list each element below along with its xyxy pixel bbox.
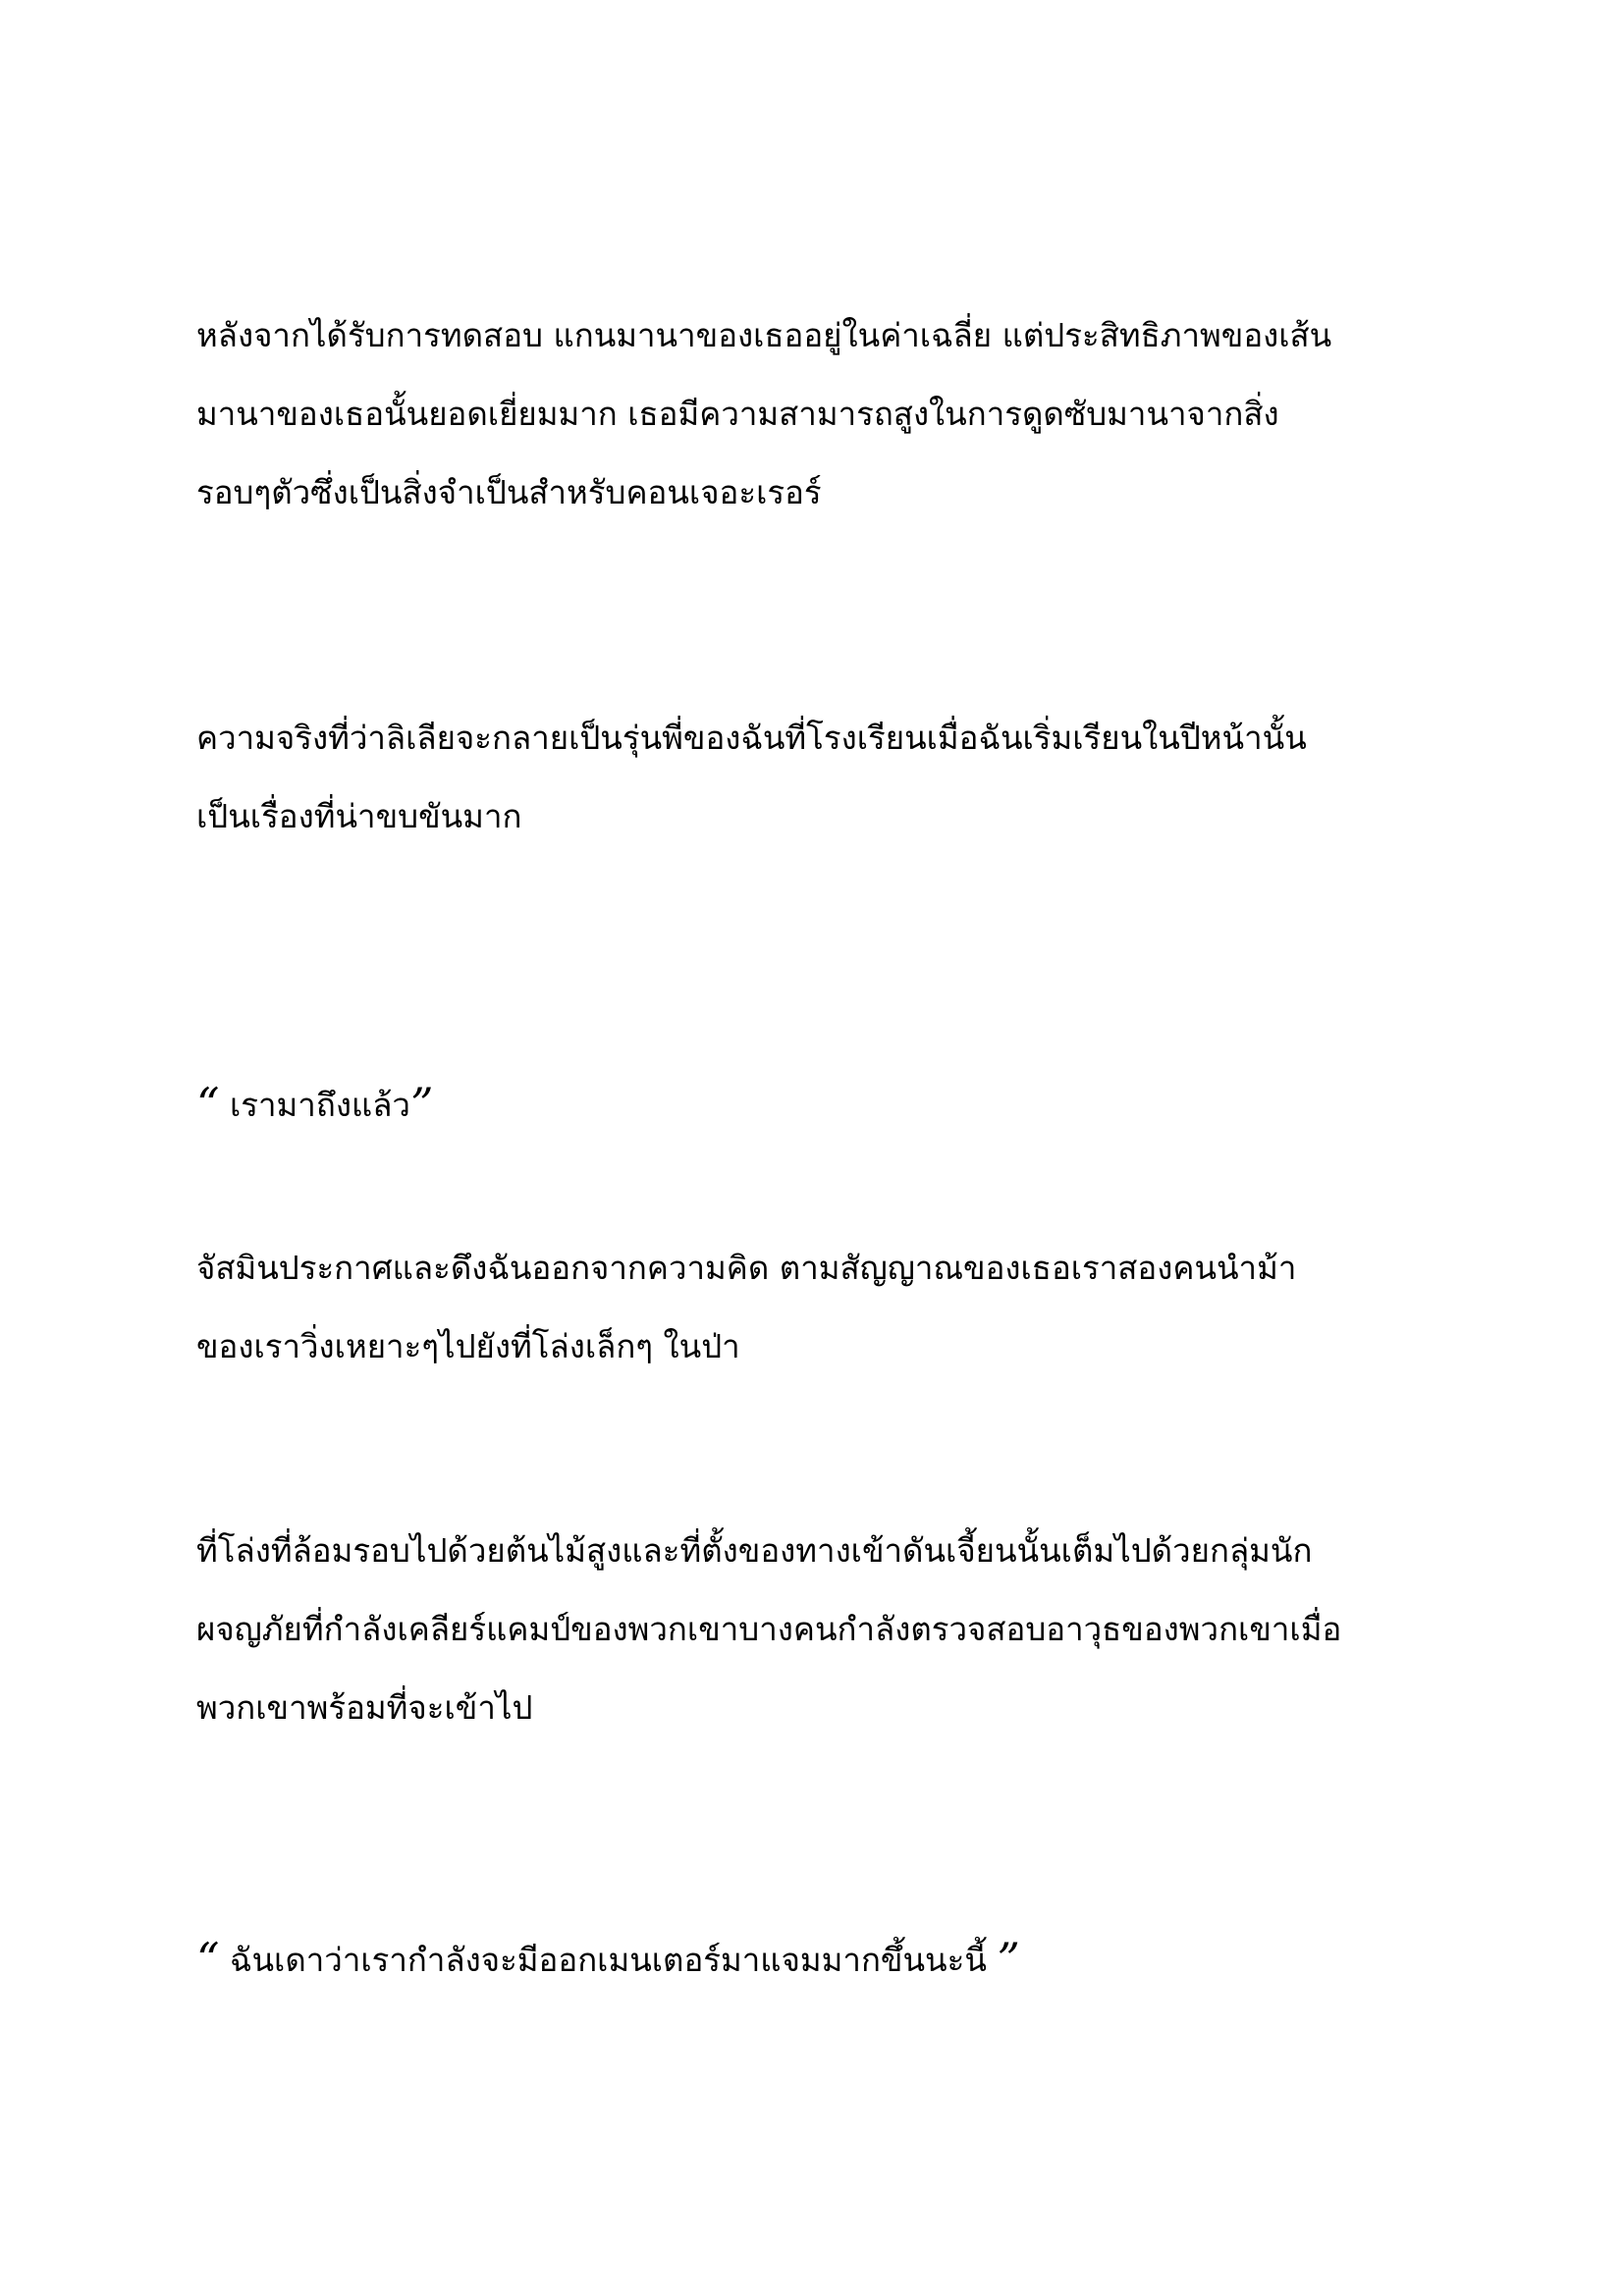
- close-quote-mark: ”: [997, 1933, 1020, 1986]
- paragraph-line: มานาของเธอนั้นยอดเยี่ยมมาก เธอมีความสามารถสูงในการดูดซับมานาจากสิ่ง: [196, 395, 1279, 433]
- open-quote-mark: “: [196, 1078, 220, 1131]
- paragraph-line: ที่โล่งที่ล้อมรอบไปด้วยต้นไม้สูงและที่ตั้งของทางเข้าดันเจี้ยนนั้นเต็มไปด้วยกลุ่มนัก: [196, 1531, 1313, 1570]
- paragraph-line: หลังจากได้รับการทดสอบ แกนมานาของเธออยู่ในค่าเฉลี่ย แต่ประสิทธิภาพของเส้น: [196, 316, 1332, 354]
- dialogue-text: เรามาถึงแล้ว: [219, 1086, 410, 1124]
- dialogue-arrived: [196, 1065, 1453, 1145]
- paragraph-line: รอบๆตัวซึ่งเป็นสิ่งจำเป็นสำหรับคอนเจอะเรอร์: [196, 473, 822, 511]
- paragraph-line: ความจริงที่ว่าลิเลียจะกลายเป็นรุ่นพี่ของฉันที่โรงเรียนเมื่อฉันเริ่มเรียนในปีหน้านั้น: [196, 719, 1307, 757]
- paragraph-line: ผจญภัยที่กำลังเคลียร์แคมป์ของพวกเขาบางคนกำลังตรวจสอบอาวุธของพวกเขาเมื่อ: [196, 1610, 1342, 1648]
- paragraph-lilia-senior: [196, 699, 1453, 856]
- paragraph-mana-test: [196, 296, 1453, 532]
- paragraph-jasmine-announce: [196, 1229, 1453, 1386]
- paragraph-clearing: [196, 1512, 1453, 1747]
- paragraph-line: เป็นเรื่องที่น่าขบขันมาก: [196, 797, 522, 835]
- paragraph-line: จัสมินประกาศและดึงฉันออกจากความคิด ตามสัญญาณของเธอเราสองคนนำม้า: [196, 1249, 1297, 1287]
- dialogue-more-company: [196, 1920, 1453, 2000]
- close-quote-mark: ”: [409, 1078, 434, 1131]
- dialogue-line: [196, 1920, 1453, 2000]
- dialogue-text: ฉันเดาว่าเรากำลังจะมีออกเมนเตอร์มาแจมมากขึ้นนะนี้: [219, 1941, 998, 1979]
- dialogue-line: [196, 1065, 1453, 1145]
- open-quote-mark: “: [196, 1933, 220, 1986]
- paragraph-line: พวกเขาพร้อมที่จะเข้าไป: [196, 1688, 533, 1727]
- paragraph-line: ของเราวิ่งเหยาะๆไปยังที่โล่งเล็กๆ ในป่า: [196, 1327, 740, 1365]
